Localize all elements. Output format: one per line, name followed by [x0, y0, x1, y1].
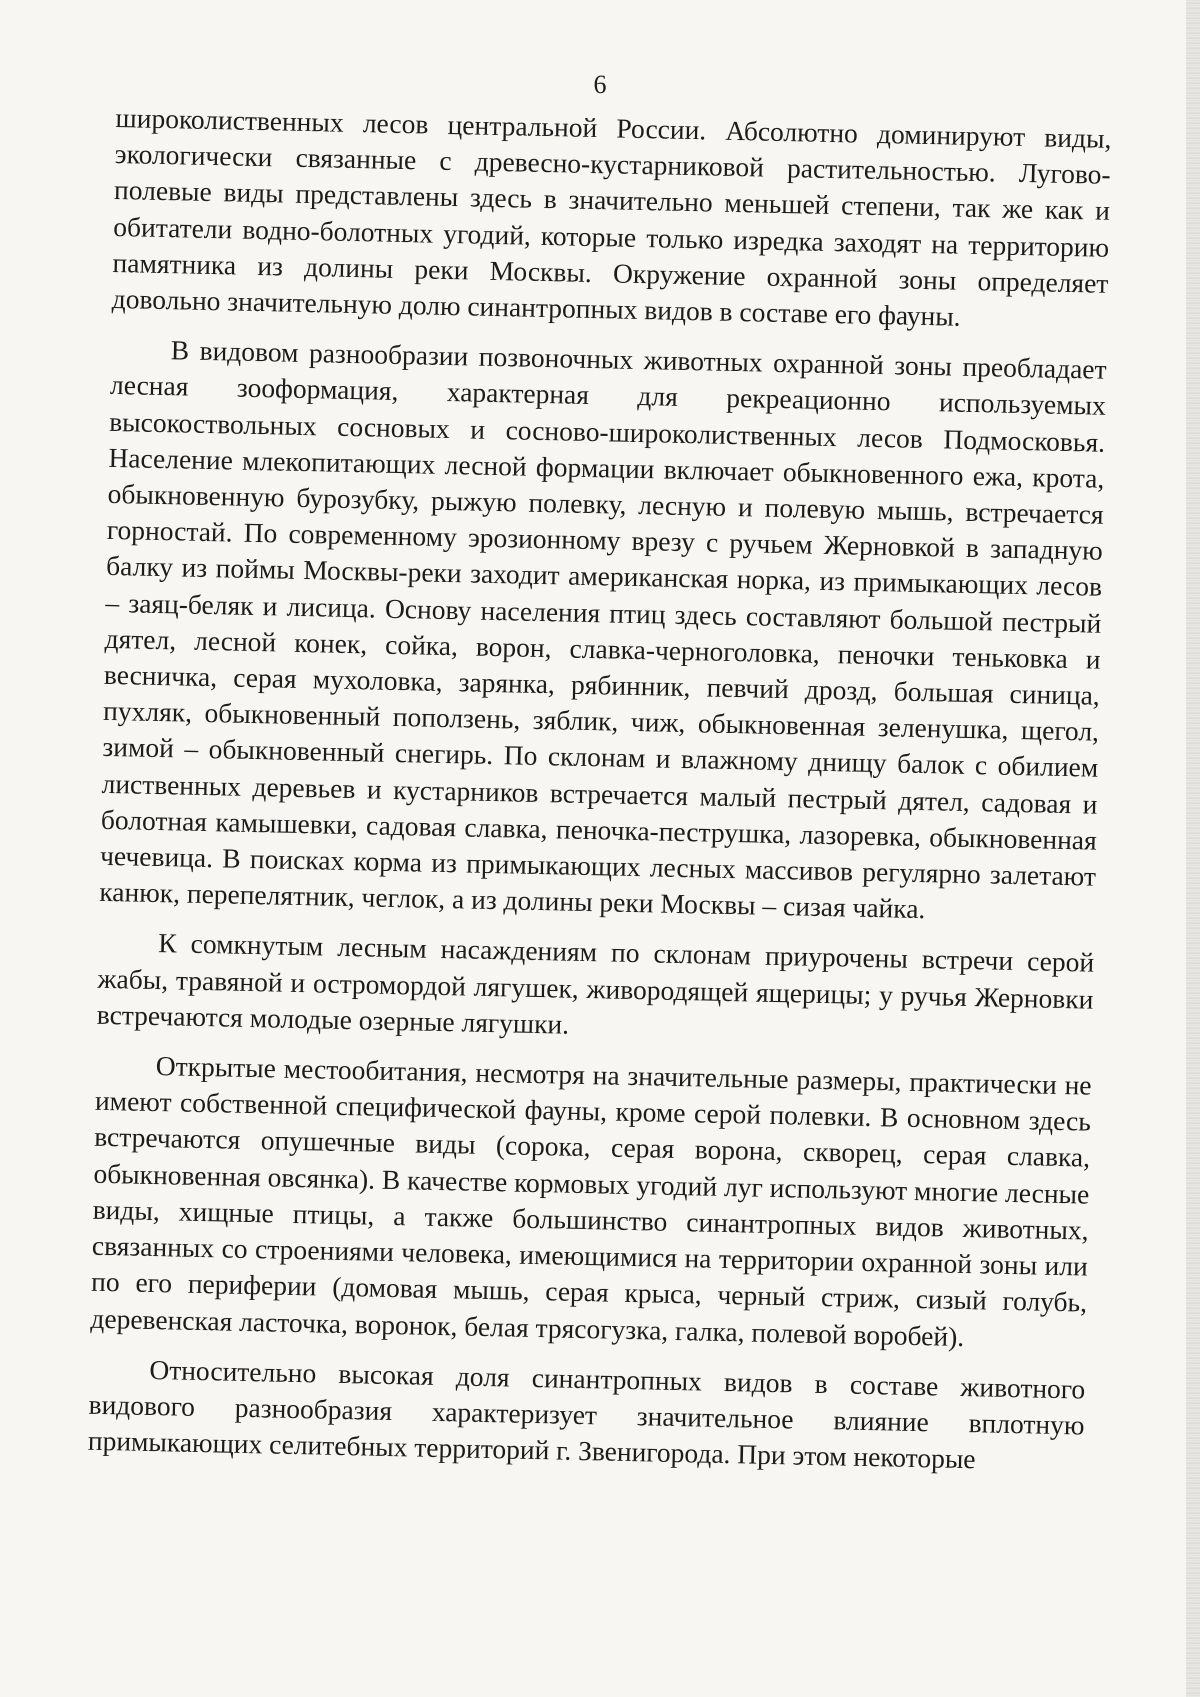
paragraph-2: В видовом разнообразии позвоночных животных охранной зоны преобладает лесная зооформация, характерная для рекреационно используемых высокоствольных сосновых и сосново-широколиственных лесов Подмосковья. Население млекопитающих лесной формации включает обыкновенного ежа, крота, обыкновенную бурозубку, рыжую полевку, лесную и полевую мышь, встречается горностай. По современному эрозионному врезу с ручьем Жерновкой в западную балку из поймы Москвы-реки заходит американская норка, из примыкающих лесов – заяц-беляк и лисица. Основу населения птиц здесь составляют большой пестрый дятел, лесной конек, сойка, ворон, славка-черноголовка, пеночки теньковка и весничка, серая мухоловка, зарянка, рябинник, певчий дрозд, большая синица, пухляк, обыкновенный поползень, зяблик, чиж, обыкновенная зеленушка, щегол, зимой – обыкновенный снегирь. По склонам и влажному днищу балок с обилием лиственных деревьев и кустарников встречается малый пестрый дятел, садовая и болотная камышевки, садовая славка, пеночка-пеструшка, лазоревка, обыкновенная чечевица. В поисках корма из примыкающих лесных массивов регулярно залетают канюк, перепелятник, чеглок, а из долины реки Москвы – сизая чайка. — [99, 334, 1107, 925]
document-body — [87, 100, 1112, 1494]
paragraph-5: Относительно высокая доля синантропных видов в составе животного видового разнообразия характеризует значительное влияние вплотную примыкающих селитебных территорий г. Звенигорода. При этом некоторые — [87, 1353, 1086, 1475]
scan-edge-shadow — [1186, 0, 1200, 1697]
paragraph-3: К сомкнутым лесным насаждениям по склонам приурочены встречи серой жабы, травяной и остромордой лягушек, живородящей ящерицы; у ручья Жерновки встречаются молодые озерные лягушки. — [96, 927, 1095, 1040]
paragraph-4: Открытые местообитания, несмотря на значительные размеры, практически не имеют собственной специфической фауны, кроме серой полевки. В основном здесь встречаются опушечные виды (сорока, серая ворона, скворец, серая славка, обыкновенная овсянка). В качестве кормовых угодий луг используют многие лесные виды, хищные птицы, а также большинство синантропных видов животных, связанных со строениями человека, имеющимися на территории охранной зоны или по его периферии (домовая мышь, серая крыса, черный стриж, сизый голубь, деревенская ласточка, воронок, белая трясогузка, галка, полевой воробей). — [90, 1050, 1092, 1352]
page-number: 6 — [593, 70, 607, 99]
paragraph-1: широколиственных лесов центральной России. Абсолютно доминируют виды, экологически связанные с древесно-кустарниковой растительностью. Лугово-полевые виды представлены здесь в значительно меньшей степени, так же как и обитатели водно-болотных угодий, которые только изредка заходят на территорию памятника из долины реки Москвы. Окружение охранной зоны определяет довольно значительную долю синантропных видов в составе его фауны. — [111, 101, 1112, 332]
